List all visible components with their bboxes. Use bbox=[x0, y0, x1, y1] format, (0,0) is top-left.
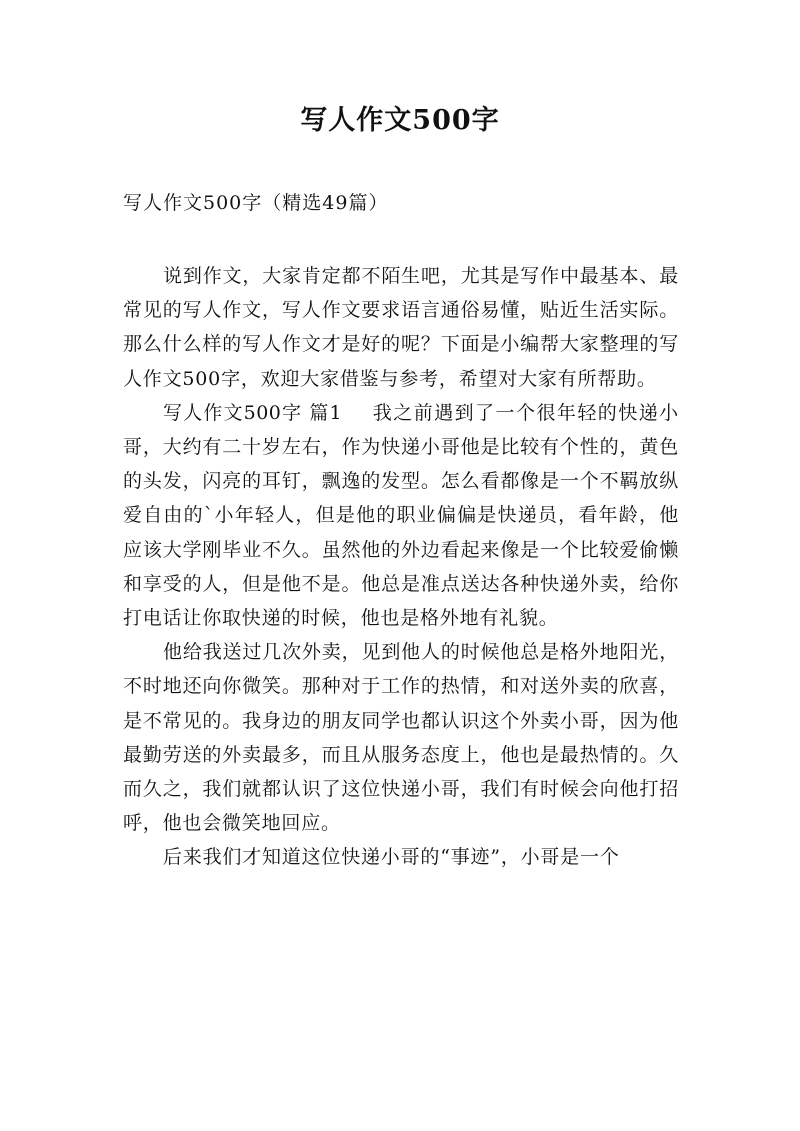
article-1-paragraph-3: 后来我们才知道这位快递小哥的“事迹”，小哥是一个 bbox=[163, 846, 620, 869]
article-1-paragraph-1-text: 我之前遇到了一个很年轻的快递小哥，大约有二十岁左右，作为快递小哥他是比较有个性的，黄色的头发，闪亮的耳钉，飘逸的发型。怎么看都像是一个不羁放纵爱自由的`小年轻人，但是他的职业偏偏是快递员，看年龄，他应该大学刚毕业不久。虽然他的外边看起来像是一个比较爱偷懒和享受的人，但是他不是。他总是准点送达各种快递外卖，给你打电话让你取快递的时候，他也是格外地有礼貌。 bbox=[123, 401, 679, 630]
article-1-heading: 写人作文500字 篇1 bbox=[163, 401, 343, 424]
article-1-paragraph-1 bbox=[123, 396, 679, 635]
document-subtitle: 写人作文500字（精选49篇） bbox=[123, 192, 389, 214]
article-1-paragraph-2: 他给我送过几次外卖，见到他人的时候他总是格外地阳光，不时地还向你微笑。那种对于工作的热情，和对送外卖的欣喜，是不常见的。我身边的朋友同学也都认识这个外卖小哥，因为他最勤劳送的外卖最多，而且从服务态度上，他也是最热情的。久而久之，我们就都认识了这位快递小哥，我们有时候会向他打招呼，他也会微笑地回应。 bbox=[123, 641, 679, 835]
intro-paragraph: 说到作文，大家肯定都不陌生吧，尤其是写作中最基本、最常见的写人作文，写人作文要求语言通俗易懂，贴近生活实际。那么什么样的写人作文才是好的呢？下面是小编帮大家整理的写人作文500字，欢迎大家借鉴与参考，希望对大家有所帮助。 bbox=[123, 265, 679, 390]
document-body bbox=[123, 259, 679, 875]
document-title: 写人作文500字 bbox=[300, 105, 500, 136]
